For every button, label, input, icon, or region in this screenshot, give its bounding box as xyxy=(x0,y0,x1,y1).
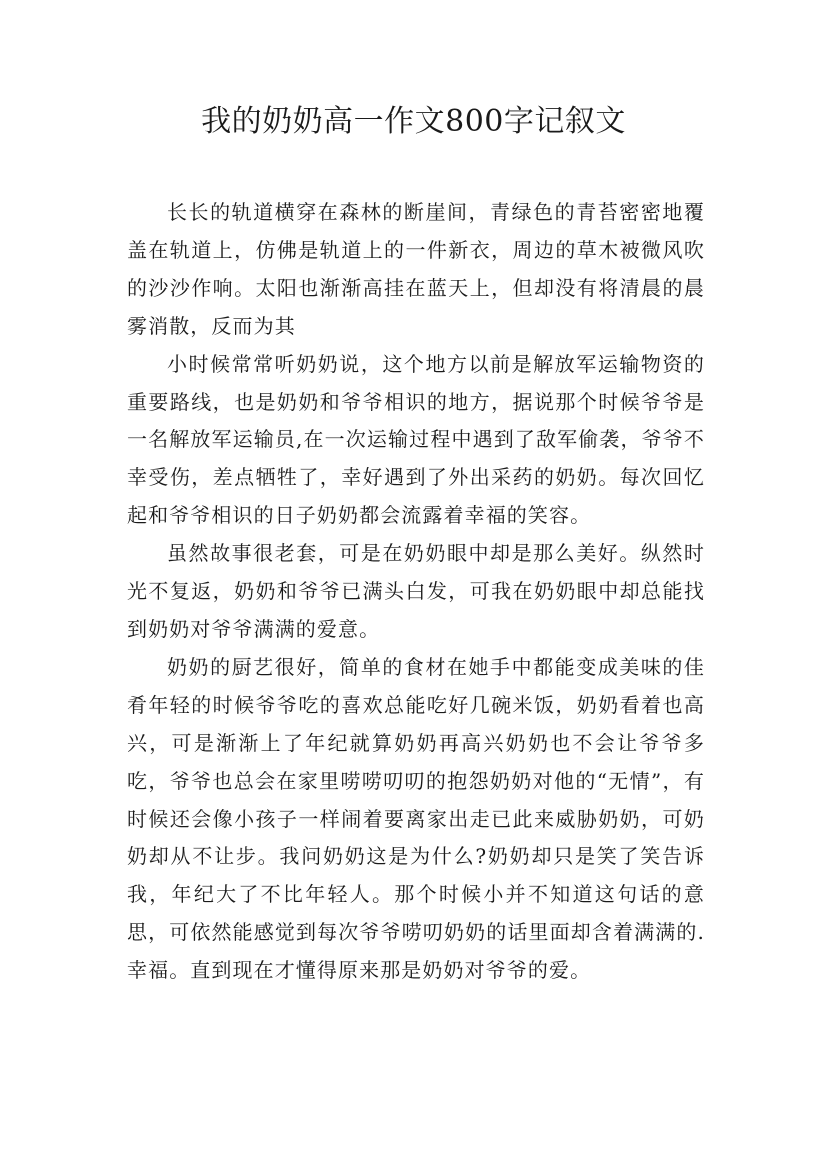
paragraph-4: 奶奶的厨艺很好，简单的食材在她手中都能变成美味的佳肴年轻的时候爷爷吃的喜欢总能吃好几碗米饭，奶奶看着也高兴，可是渐渐上了年纪就算奶奶再高兴奶奶也不会让爷爷多吃，爷爷也总会在家里唠唠叨叨的抱怨奶奶对他的“无情”，有时候还会像小孩子一样闹着要离家出走已此来威胁奶奶，可奶奶却从不让步。我问奶奶这是为什么?奶奶却只是笑了笑告诉我，年纪大了不比年轻人。那个时候小并不知道这句话的意思，可依然能感觉到每次爷爷唠叨奶奶的话里面却含着满满的.幸福。直到现在才懂得原来那是奶奶对爷爷的爱。 xyxy=(127,654,705,983)
paragraph-1: 长长的轨道横穿在森林的断崖间，青绿色的青苔密密地覆盖在轨道上，仿佛是轨道上的一件新衣，周边的草木被微风吹的沙沙作响。太阳也渐渐高挂在蓝天上，但却没有将清晨的晨雾消散，反而为其 xyxy=(127,200,705,338)
paragraph-3: 虽然故事很老套，可是在奶奶眼中却是那么美好。纵然时光不复返，奶奶和爷爷已满头白发，可我在奶奶眼中却总能找到奶奶对爷爷满满的爱意。 xyxy=(127,541,705,641)
document-body xyxy=(127,194,705,990)
paragraph-2: 小时候常常听奶奶说，这个地方以前是解放军运输物资的重要路线，也是奶奶和爷爷相识的地方，据说那个时候爷爷是一名解放军运输员,在一次运输过程中遇到了敌军偷袭，爷爷不幸受伤，差点牺牲了，幸好遇到了外出采药的奶奶。每次回忆起和爷爷相识的日子奶奶都会流露着幸福的笑容。 xyxy=(127,351,705,528)
document-title: 我的奶奶高一作文800字记叙文 xyxy=(201,104,626,139)
